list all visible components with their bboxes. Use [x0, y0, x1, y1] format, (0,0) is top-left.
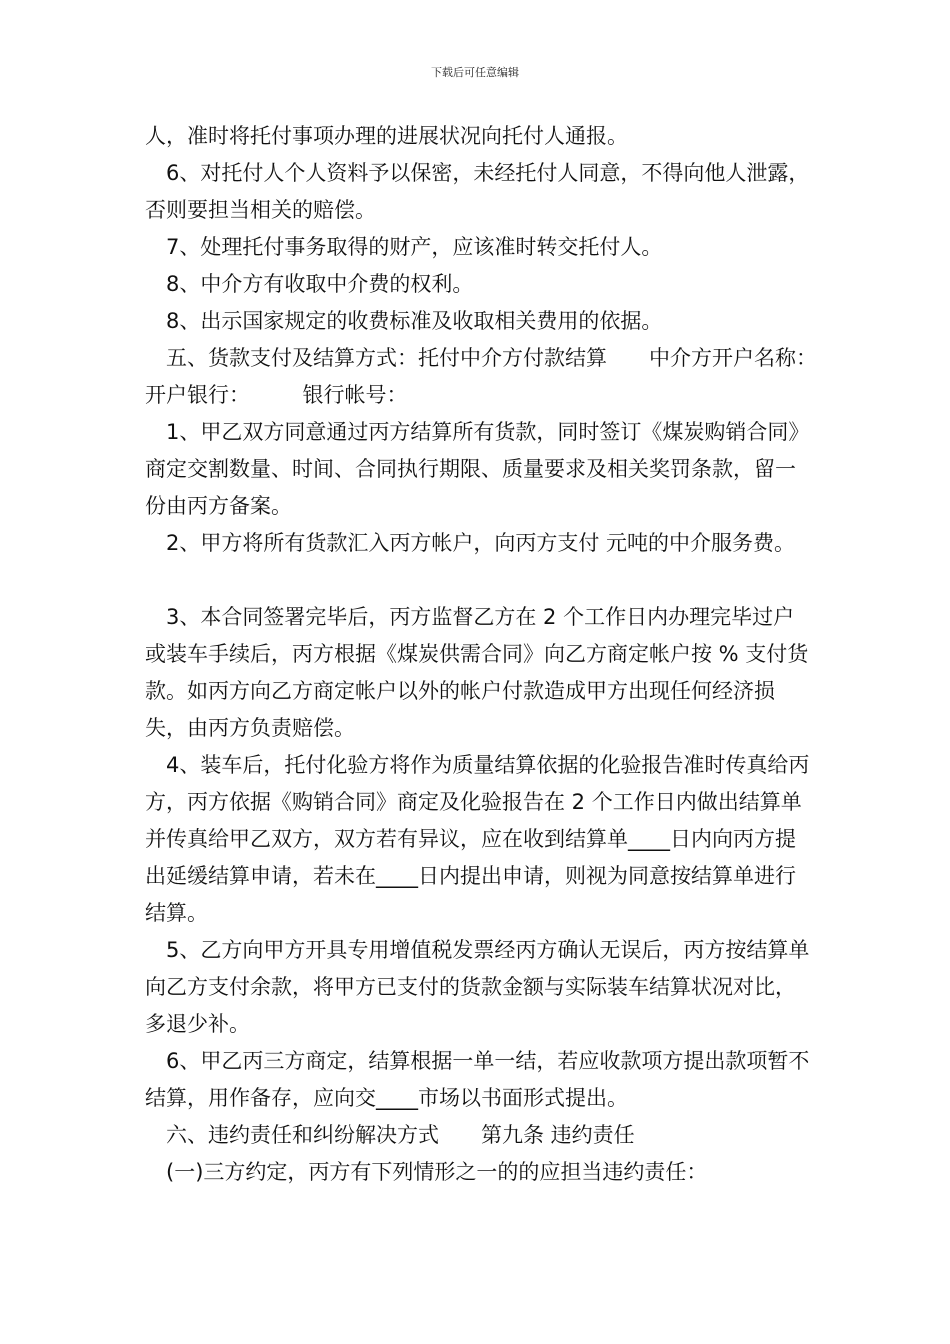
document-body	[145, 118, 870, 1191]
paragraph-item-6-confidentiality: 6、对托付人个人资料予以保密，未经托付人同意，不得向他人泄露，否则要担当相关的赔偿。	[145, 161, 810, 222]
section-five-heading: 五、货款支付及结算方式：托付中介方付款结算 中介方开户名称： 开户银行： 银行帐号：	[145, 346, 870, 407]
paragraph-payment-5: 5、乙方向甲方开具专用增值税发票经丙方确认无误后，丙方按结算单向乙方支付余款，将甲方已支付的货款金额与实际装车结算状况对比，多退少补。	[145, 938, 810, 1036]
page-header: 下载后可任意编辑	[431, 66, 519, 79]
paragraph-payment-3: 3、本合同签署完毕后，丙方监督乙方在 2 个工作日内办理完毕过户或装车手续后，丙方根据《煤炭供需合同》向乙方商定帐户按 % 支付货款。如丙方向乙方商定帐户以外的帐户付款造成甲方出现任何经济损失，由丙方负责赔偿。	[145, 605, 809, 740]
paragraph-payment-6: 6、甲乙丙三方商定，结算根据一单一结，若应收款项方提出款项暂不结算，用作备存，应向交____市场以书面形式提出。	[145, 1049, 810, 1110]
paragraph-payment-1: 1、甲乙双方同意通过丙方结算所有货款，同时签订《煤炭购销合同》商定交割数量、时间、合同执行期限、质量要求及相关奖罚条款，留一份由丙方备案。	[145, 420, 810, 518]
paragraph-payment-2: 2、甲方将所有货款汇入丙方帐户，向丙方支付 元吨的中介服务费。	[166, 531, 796, 555]
paragraph-item-8-fee-standard: 8、出示国家规定的收费标准及收取相关费用的依据。	[166, 309, 663, 333]
paragraph-payment-4: 4、装车后，托付化验方将作为质量结算依据的化验报告准时传真给丙方，丙方依据《购销合同》商定及化验报告在 2 个工作日内做出结算单并传真给甲乙双方，双方若有异议，应在收到结算单____日内向丙方提出延缓结算申请，若未在____日内提出申请，则视为同意按结算单进行结算。	[145, 753, 810, 925]
paragraph-continuation: 人，准时将托付事项办理的进展状况向托付人通报。	[145, 124, 628, 148]
blank-line	[145, 562, 815, 599]
paragraph-breach-1: (一)三方约定，丙方有下列情形之一的的应担当违约责任：	[166, 1160, 708, 1184]
section-six-heading: 六、违约责任和纠纷解决方式 第九条 违约责任	[166, 1123, 635, 1147]
paragraph-item-8-fee-right: 8、中介方有收取中介费的权利。	[166, 272, 474, 296]
paragraph-item-7-property: 7、处理托付事务取得的财产，应该准时转交托付人。	[166, 235, 663, 259]
